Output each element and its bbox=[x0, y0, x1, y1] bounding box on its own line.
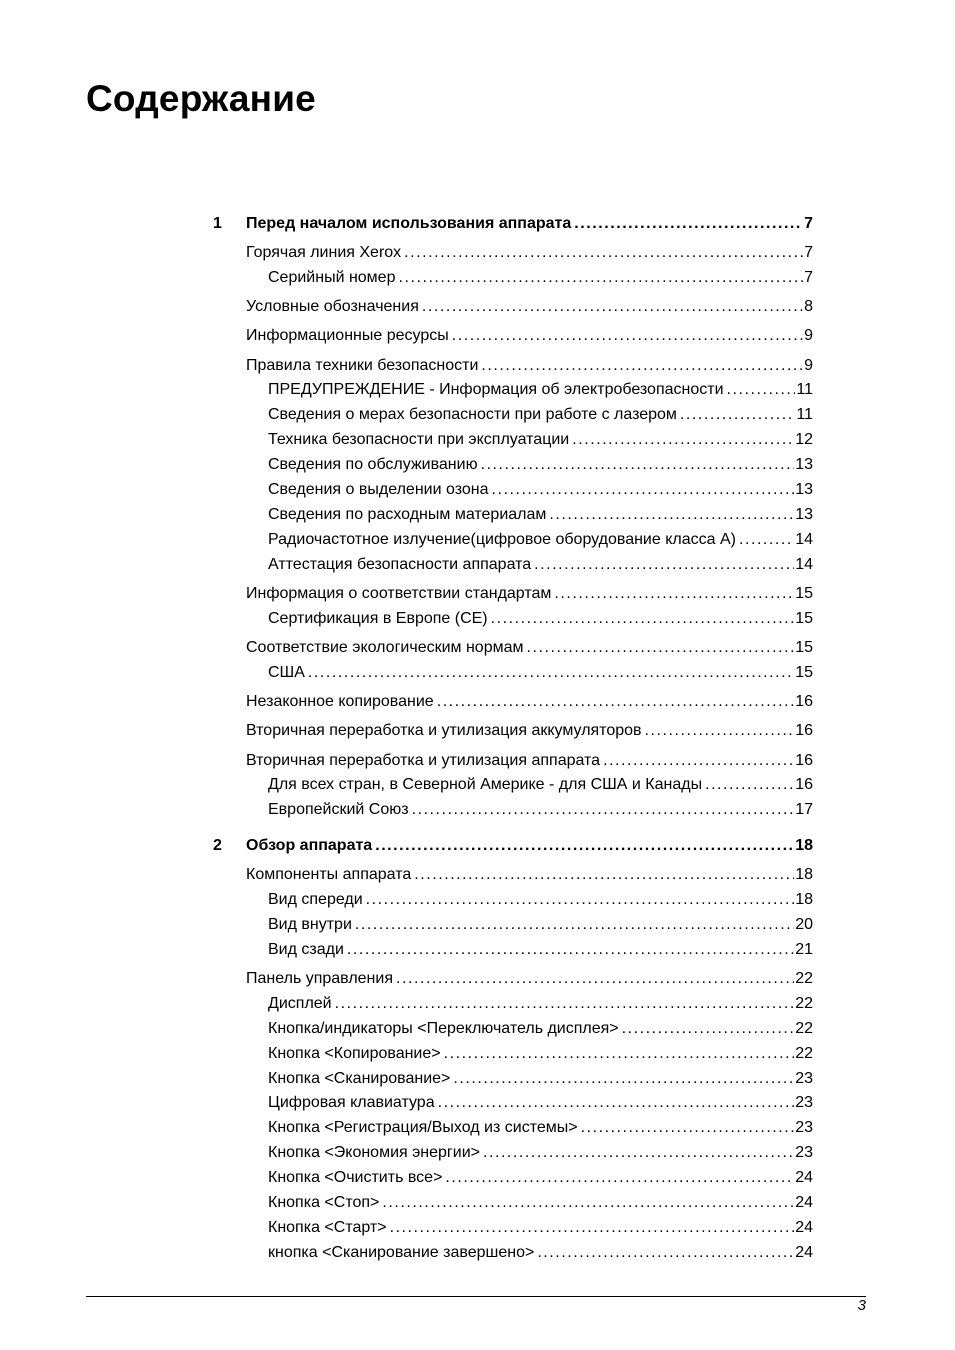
toc-subsection-entry[interactable] bbox=[268, 1093, 813, 1113]
toc-entry-label: Компоненты аппарата bbox=[246, 866, 412, 883]
dot-leader bbox=[527, 638, 795, 658]
toc-entry-page: 18 bbox=[795, 866, 813, 883]
dot-leader bbox=[481, 356, 803, 376]
toc-section-entry[interactable] bbox=[246, 721, 813, 741]
toc-entry-label: Сведения по расходным материалам bbox=[268, 505, 547, 523]
toc-entry-label: Дисплей bbox=[268, 994, 332, 1012]
dot-leader bbox=[412, 800, 795, 820]
toc-entry-label: Кнопка <Сканирование> bbox=[268, 1069, 451, 1087]
toc-subsection-entry[interactable] bbox=[268, 530, 813, 550]
toc-entry-page: 7 bbox=[804, 244, 813, 261]
toc-subsection-entry[interactable] bbox=[268, 775, 813, 795]
dot-leader bbox=[453, 1069, 794, 1089]
toc-subsection-entry[interactable] bbox=[268, 555, 813, 575]
toc-subsection-entry[interactable] bbox=[268, 380, 813, 400]
toc-subsection-entry[interactable] bbox=[268, 800, 813, 820]
dot-leader bbox=[491, 480, 794, 500]
dot-leader bbox=[375, 836, 794, 856]
toc-entry-page: 17 bbox=[795, 801, 813, 819]
toc-entry-label: Для всех стран, в Северной Америке - для США и Канады bbox=[268, 776, 703, 794]
dot-leader bbox=[444, 1044, 795, 1064]
toc-entry-label: Вид внутри bbox=[268, 915, 352, 933]
toc-entry-label: Кнопка <Экономия энергии> bbox=[268, 1144, 480, 1162]
toc-entry-page: 12 bbox=[795, 431, 813, 449]
toc-entry-page: 24 bbox=[795, 1169, 813, 1187]
dot-leader bbox=[491, 609, 795, 629]
dot-leader bbox=[727, 380, 796, 400]
toc-entry-page: 8 bbox=[804, 298, 813, 316]
toc-section-entry[interactable] bbox=[246, 865, 813, 885]
toc-entry-label: Соответствие экологическим нормам bbox=[246, 639, 524, 656]
dot-leader bbox=[534, 555, 794, 575]
toc-entry-page: 15 bbox=[795, 663, 813, 681]
toc-entry-label: Панель управления bbox=[246, 969, 393, 987]
toc-section-entry[interactable] bbox=[246, 969, 813, 989]
toc-entry-label: Европейский Союз bbox=[268, 801, 409, 819]
dot-leader bbox=[581, 1118, 795, 1138]
toc-entry-label: Условные обозначения bbox=[246, 298, 419, 316]
toc-entry-label: ПРЕДУПРЕЖДЕНИЕ - Информация об электробезопасности bbox=[268, 381, 724, 399]
toc-subsection-entry[interactable] bbox=[268, 940, 813, 960]
toc-entry-label: Информация о соответствии стандартам bbox=[246, 584, 552, 602]
toc-subsection-entry[interactable] bbox=[268, 505, 813, 525]
toc-subsection-entry[interactable] bbox=[268, 1019, 813, 1039]
toc-subsection-entry[interactable] bbox=[268, 405, 813, 425]
toc-entry-page: 23 bbox=[795, 1144, 813, 1162]
dot-leader bbox=[398, 268, 803, 288]
toc-subsection-entry[interactable] bbox=[268, 430, 813, 450]
page-title: Содержание bbox=[86, 78, 316, 119]
dot-leader bbox=[347, 940, 794, 960]
toc-subsection-entry[interactable] bbox=[268, 1069, 813, 1089]
dot-leader bbox=[603, 751, 794, 771]
toc-entry-page: 15 bbox=[795, 584, 813, 602]
toc-subsection-entry[interactable] bbox=[268, 663, 813, 683]
toc-entry-label: Кнопка <Регистрация/Выход из системы> bbox=[268, 1119, 578, 1137]
dot-leader bbox=[572, 430, 794, 450]
toc-entry-label: Перед началом использования аппарата bbox=[246, 215, 572, 232]
toc-entry-label: Информационные ресурсы bbox=[246, 327, 449, 345]
toc-entry-page: 9 bbox=[804, 327, 813, 345]
dot-leader bbox=[622, 1019, 795, 1039]
dot-leader bbox=[404, 243, 803, 263]
dot-leader bbox=[390, 1218, 795, 1238]
toc-entry-label: Вторичная переработка и утилизация аппарата bbox=[246, 751, 601, 769]
toc-subsection-entry[interactable] bbox=[268, 1193, 813, 1213]
toc-entry-page: 18 bbox=[795, 890, 813, 908]
toc-section-entry[interactable] bbox=[246, 692, 813, 712]
toc-entry-page: 7 bbox=[804, 268, 813, 286]
toc-entry-label: Незаконное копирование bbox=[246, 693, 434, 711]
toc-entry-page: 13 bbox=[795, 505, 813, 523]
dot-leader bbox=[366, 890, 795, 910]
toc-entry-page: 13 bbox=[795, 456, 813, 474]
toc-section-entry[interactable] bbox=[246, 326, 813, 346]
toc-subsection-entry[interactable] bbox=[268, 1243, 813, 1263]
toc-subsection-entry[interactable] bbox=[268, 268, 813, 288]
toc-subsection-entry[interactable] bbox=[268, 480, 813, 500]
toc-entry-label: Вид сзади bbox=[268, 940, 344, 958]
toc-entry-page: 23 bbox=[795, 1094, 813, 1112]
toc-entry-label: Сведения о мерах безопасности при работе с лазером bbox=[268, 406, 677, 424]
toc-subsection-entry[interactable] bbox=[268, 1143, 813, 1163]
toc-entry-page: 16 bbox=[795, 751, 813, 769]
chapter-number: 2 bbox=[213, 837, 222, 854]
toc-entry-page: 23 bbox=[795, 1119, 813, 1137]
dot-leader bbox=[481, 455, 795, 475]
toc-entry-page: 15 bbox=[795, 609, 813, 627]
toc-entry-page: 23 bbox=[795, 1069, 813, 1087]
toc-entry-page: 16 bbox=[795, 722, 813, 740]
dot-leader bbox=[445, 1168, 794, 1188]
page-number: 3 bbox=[857, 1297, 866, 1314]
toc-entry-page: 24 bbox=[795, 1243, 813, 1261]
toc-subsection-entry[interactable] bbox=[268, 994, 813, 1014]
toc-entry-label: Сведения о выделении озона bbox=[268, 481, 489, 498]
toc-subsection-entry[interactable] bbox=[268, 1118, 813, 1138]
toc-entry-label: Сертификация в Европе (CE) bbox=[268, 609, 488, 627]
toc-section-entry[interactable] bbox=[246, 638, 813, 658]
toc-entry-page: 20 bbox=[795, 915, 813, 933]
toc-entry-label: Цифровая клавиатура bbox=[268, 1094, 435, 1112]
toc-entry-page: 14 bbox=[795, 555, 813, 573]
toc-entry-label: Сведения по обслуживанию bbox=[268, 456, 478, 474]
toc-entry-label: Аттестация безопасности аппарата bbox=[268, 555, 532, 573]
toc-entry-page: 22 bbox=[795, 1019, 813, 1037]
dot-leader bbox=[382, 1193, 794, 1213]
toc-chapter-entry[interactable] bbox=[246, 836, 813, 856]
toc-entry-label: Кнопка <Очистить все> bbox=[268, 1169, 443, 1187]
toc-entry-page: 9 bbox=[804, 356, 813, 374]
toc-entry-label: США bbox=[268, 663, 305, 681]
toc-entry-page: 21 bbox=[795, 940, 813, 958]
toc-entry-label: Вторичная переработка и утилизация аккумуляторов bbox=[246, 722, 642, 740]
toc-entry-label: Кнопка/индикаторы <Переключатель дисплея> bbox=[268, 1019, 619, 1037]
dot-leader bbox=[422, 297, 803, 317]
toc-entry-page: 22 bbox=[795, 1044, 813, 1062]
toc-entry-page: 14 bbox=[795, 530, 813, 548]
toc-subsection-entry[interactable] bbox=[268, 1168, 813, 1188]
toc-entry-label: Техника безопасности при эксплуатации bbox=[268, 431, 570, 449]
toc-entry-page: 18 bbox=[795, 837, 813, 854]
toc-entry-label: Радиочастотное излучение(цифровое оборудование класса A) bbox=[268, 530, 736, 548]
toc-entry-label: Обзор аппарата bbox=[246, 837, 373, 854]
toc-subsection-entry[interactable] bbox=[268, 890, 813, 910]
dot-leader bbox=[355, 915, 794, 935]
dot-leader bbox=[438, 1093, 795, 1113]
dot-leader bbox=[705, 775, 794, 795]
toc-entry-page: 15 bbox=[795, 639, 813, 656]
dot-leader bbox=[645, 721, 795, 741]
toc-entry-label: Правила техники безопасности bbox=[246, 356, 479, 374]
footer-divider bbox=[86, 1296, 866, 1297]
toc-entry-label: Кнопка <Копирование> bbox=[268, 1044, 441, 1062]
toc-entry-page: 24 bbox=[795, 1218, 813, 1236]
dot-leader bbox=[680, 405, 795, 425]
toc-chapter-entry[interactable] bbox=[246, 214, 813, 234]
dot-leader bbox=[554, 584, 794, 604]
toc-entry-page: 11 bbox=[796, 381, 813, 399]
toc-subsection-entry[interactable] bbox=[268, 1044, 813, 1064]
toc-section-entry[interactable] bbox=[246, 356, 813, 376]
toc-section-entry[interactable] bbox=[246, 297, 813, 317]
toc-entry-label: Горячая линия Xerox bbox=[246, 244, 402, 261]
toc-entry-page: 16 bbox=[795, 693, 813, 711]
dot-leader bbox=[574, 214, 803, 234]
toc-entry-page: 16 bbox=[795, 776, 813, 794]
toc-entry-label: Вид спереди bbox=[268, 890, 363, 908]
toc-subsection-entry[interactable] bbox=[268, 915, 813, 935]
toc-entry-page: 7 bbox=[804, 215, 813, 232]
toc-entry-page: 11 bbox=[796, 406, 813, 424]
dot-leader bbox=[549, 505, 794, 525]
toc-section-entry[interactable] bbox=[246, 584, 813, 604]
toc-entry-page: 24 bbox=[795, 1194, 813, 1211]
toc-entry-label: Кнопка <Старт> bbox=[268, 1218, 387, 1236]
toc-entry-label: кнопка <Сканирование завершено> bbox=[268, 1243, 535, 1261]
dot-leader bbox=[308, 663, 794, 683]
toc-entry-page: 13 bbox=[795, 481, 813, 498]
toc-subsection-entry[interactable] bbox=[268, 609, 813, 629]
dot-leader bbox=[483, 1143, 794, 1163]
dot-leader bbox=[437, 692, 795, 712]
toc-section-entry[interactable] bbox=[246, 751, 813, 771]
dot-leader bbox=[414, 865, 794, 885]
toc-entry-page: 22 bbox=[795, 994, 813, 1012]
toc-entry-label: Серийный номер bbox=[268, 268, 396, 286]
dot-leader bbox=[396, 969, 794, 989]
toc-section-entry[interactable] bbox=[246, 243, 813, 263]
chapter-number: 1 bbox=[213, 215, 222, 232]
dot-leader bbox=[335, 994, 795, 1014]
dot-leader bbox=[739, 530, 794, 550]
toc-entry-label: Кнопка <Стоп> bbox=[268, 1194, 380, 1211]
toc-subsection-entry[interactable] bbox=[268, 1218, 813, 1238]
toc-subsection-entry[interactable] bbox=[268, 455, 813, 475]
toc-entry-page: 22 bbox=[795, 969, 813, 987]
dot-leader bbox=[537, 1243, 794, 1263]
dot-leader bbox=[452, 326, 803, 346]
